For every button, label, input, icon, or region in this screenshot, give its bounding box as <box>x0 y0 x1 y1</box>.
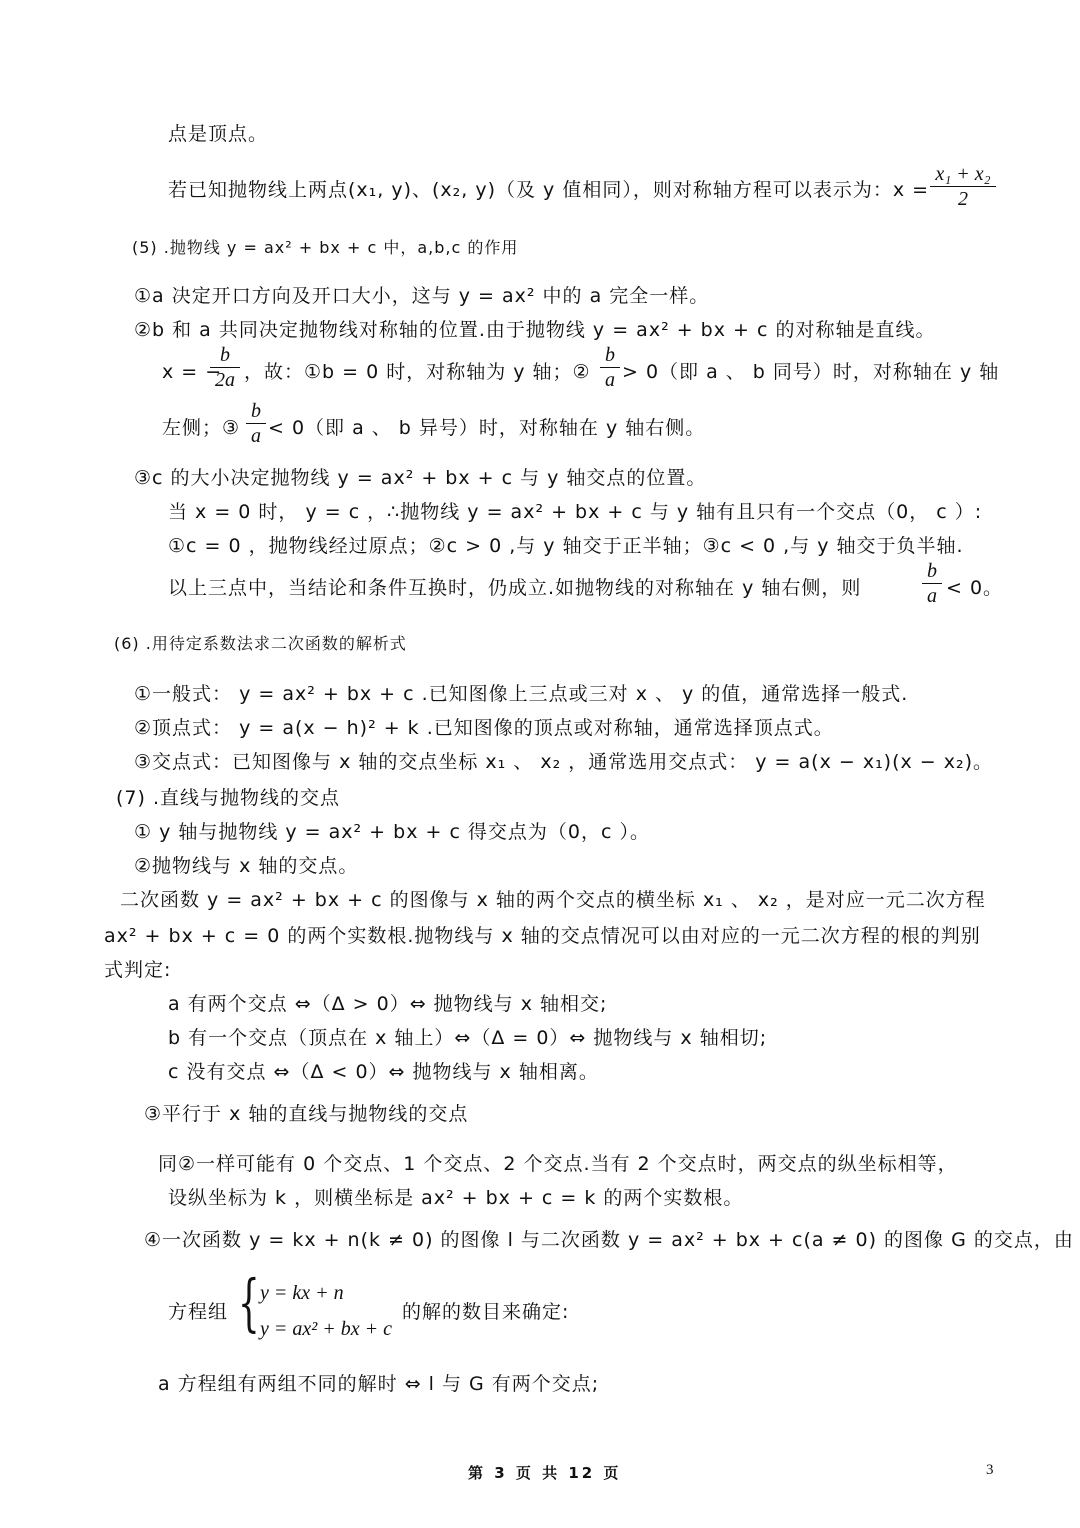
text-line: 同②一样可能有 0 个交点、1 个交点、2 个交点.当有 2 个交点时，两交点的纵坐标相等， <box>158 1153 958 1175</box>
text-line: a 方程组有两组不同的解时 ⇔ l 与 G 有两个交点; <box>158 1373 600 1395</box>
text-line: ③平行于 x 轴的直线与抛物线的交点 <box>144 1103 469 1125</box>
section-heading: (6) .用待定系数法求二次函数的解析式 <box>114 634 407 653</box>
fraction-denominator: a <box>605 369 615 391</box>
fraction-numerator: b <box>246 400 266 424</box>
text-line: 以上三点中，当结论和条件互换时，仍成立.如抛物线的对称轴在 y 轴右侧，则 <box>168 577 862 599</box>
text-line: b 有一个交点（顶点在 x 轴上）⇔（Δ = 0）⇔ 抛物线与 x 轴相切; <box>168 1027 768 1049</box>
fraction-denominator: 2a <box>215 369 235 391</box>
fraction <box>922 560 942 608</box>
text-line: 式判定: <box>104 959 172 981</box>
text-line: ②b 和 a 共同决定抛物线对称轴的位置.由于抛物线 y = ax² + bx + c 的对称轴是直线。 <box>134 319 936 341</box>
text-line: 二次函数 y = ax² + bx + c 的图像与 x 轴的两个交点的横坐标 x₁ 、 x₂ ，是对应一元二次方程 <box>120 889 986 911</box>
fraction-numerator: b <box>210 344 240 368</box>
text-line: ③c 的大小决定抛物线 y = ax² + bx + c 与 y 轴交点的位置。 <box>134 467 707 489</box>
fraction <box>210 344 240 392</box>
text-line: ①c = 0 ，抛物线经过原点；②c > 0 ,与 y 轴交于正半轴；③c < 0 ,与 y 轴交于负半轴. <box>168 535 964 557</box>
fraction-denominator: a <box>927 585 937 607</box>
text-line: 左侧；③ <box>162 417 241 439</box>
text-line: 当 x = 0 时， y = c ，∴抛物线 y = ax² + bx + c 与 y 轴有且只有一个交点（0， c ）: <box>168 501 983 523</box>
text-line: ①a 决定开口方向及开口大小，这与 y = ax² 中的 a 完全一样。 <box>134 285 710 307</box>
equation: y = ax² + bx + c <box>260 1318 392 1340</box>
page-footer: 第 3 页 共 12 页 <box>468 1464 622 1482</box>
text-line: ②抛物线与 x 轴的交点。 <box>134 855 359 877</box>
text-line: ④一次函数 y = kx + n(k ≠ 0) 的图像 l 与二次函数 y = ax² + bx + c(a ≠ 0) 的图像 G 的交点，由 <box>144 1229 1074 1251</box>
fraction-numerator: x₁ + x₂ <box>930 163 996 187</box>
section-heading: (7) .直线与抛物线的交点 <box>116 787 340 809</box>
fraction-numerator: b <box>922 560 942 584</box>
brace-icon: { <box>238 1266 260 1339</box>
text-line: 的解的数目来确定: <box>402 1301 570 1323</box>
fraction-numerator: b <box>600 344 620 368</box>
text-line: ①一般式： y = ax² + bx + c .已知图像上三点或三对 x 、 y 的值，通常选择一般式. <box>134 683 909 705</box>
text-line: > 0（即 a 、 b 同号）时，对称轴在 y 轴 <box>622 361 1000 383</box>
fraction-denominator: 2 <box>958 188 968 210</box>
text-line: ax² + bx + c = 0 的两个实数根.抛物线与 x 轴的交点情况可以由对应的一元二次方程的根的判别 <box>104 925 981 947</box>
equation: y = kx + n <box>260 1282 344 1304</box>
text-line: < 0（即 a 、 b 异号）时，对称轴在 y 轴右侧。 <box>268 417 706 439</box>
text-line: ，故：①b = 0 时，对称轴为 y 轴；② <box>244 361 591 383</box>
text-line: 若已知抛物线上两点(x₁, y)、(x₂, y)（及 y 值相同），则对称轴方程可以表示为：x = <box>168 179 930 201</box>
text-line: ① y 轴与抛物线 y = ax² + bx + c 得交点为（0，c ）。 <box>134 821 651 843</box>
text-line: 方程组 <box>168 1301 229 1323</box>
text-line: c 没有交点 ⇔（Δ < 0）⇔ 抛物线与 x 轴相离。 <box>168 1061 599 1083</box>
text-line: a 有两个交点 ⇔（Δ > 0）⇔ 抛物线与 x 轴相交; <box>168 993 608 1015</box>
text-line: ②顶点式： y = a(x − h)² + k .已知图像的顶点或对称轴，通常选择顶点式。 <box>134 717 834 739</box>
fraction <box>930 163 996 211</box>
fraction-denominator: a <box>251 425 261 447</box>
fraction <box>246 400 266 448</box>
section-heading: (5) .抛物线 y = ax² + bx + c 中，a,b,c 的作用 <box>132 238 519 257</box>
page-number: 3 <box>986 1462 994 1478</box>
text-line: < 0。 <box>946 577 1004 599</box>
text-line: x = − <box>162 361 223 383</box>
fraction <box>600 344 620 392</box>
text-line: 设纵坐标为 k ，则横坐标是 ax² + bx + c = k 的两个实数根。 <box>168 1187 744 1209</box>
text-line: 点是顶点。 <box>168 123 269 145</box>
text-line: ③交点式：已知图像与 x 轴的交点坐标 x₁ 、 x₂ ，通常选用交点式： y = a(x − x₁)(x − x₂)。 <box>134 751 994 773</box>
